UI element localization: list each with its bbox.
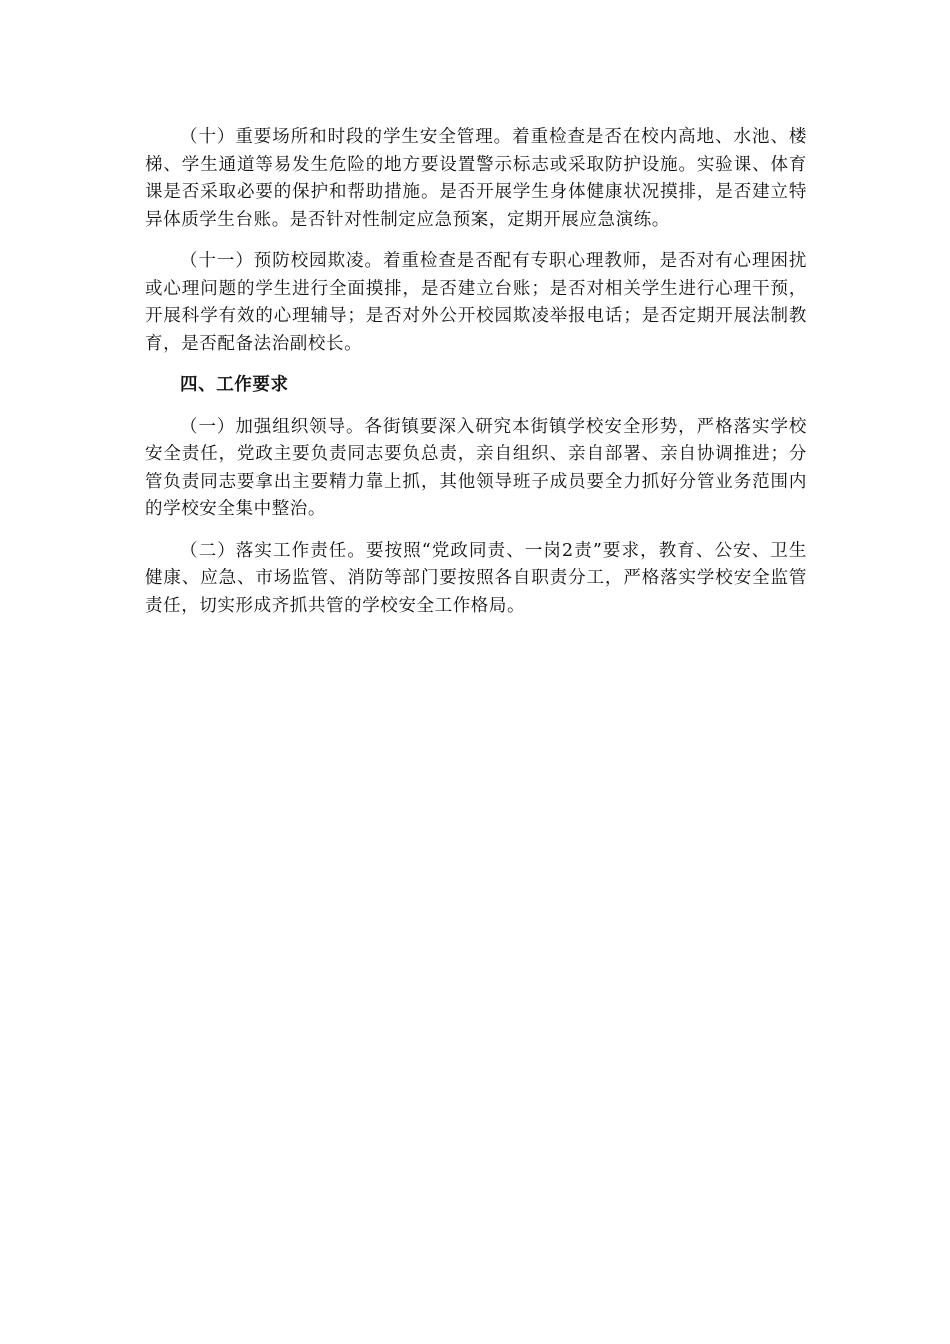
document-body (145, 124, 807, 634)
paragraph-school-safety-management: （十）重要场所和时段的学生安全管理。着重检查是否在校内高地、水池、楼梯、学生通道等易发生危险的地方要设置警示标志或采取防护设施。实验课、体育课是否采取必要的保护和帮助措施。是否开展学生身体健康状况摸排，是否建立特异体质学生台账。是否针对性制定应急预案，定期开展应急演练。 (145, 127, 807, 230)
section-heading-work-requirements: 四、工作要求 (180, 375, 289, 395)
paragraph-implement-responsibility: （二）落实工作责任。要按照“党政同责、一岗2责”要求，教育、公安、卫生健康、应急、市场监管、消防等部门要按照各自职责分工，严格落实学校安全监管责任，切实形成齐抓共管的学校安全工作格局。 (145, 540, 807, 616)
paragraph-strengthen-leadership: （一）加强组织领导。各街镇要深入研究本街镇学校安全形势，严格落实学校安全责任，党政主要负责同志要负总责，亲自组织、亲自部署、亲自协调推进；分管负责同志要拿出主要精力靠上抓，其他领导班子成员要全力抓好分管业务范围内的学校安全集中整治。 (145, 416, 807, 519)
paragraph-prevent-bullying: （十一）预防校园欺凌。着重检查是否配有专职心理教师，是否对有心理困扰或心理问题的学生进行全面摸排，是否建立台账；是否对相关学生进行心理干预，开展科学有效的心理辅导；是否对外公开校园欺凌举报电话；是否定期开展法制教育，是否配备法治副校长。 (145, 251, 807, 354)
